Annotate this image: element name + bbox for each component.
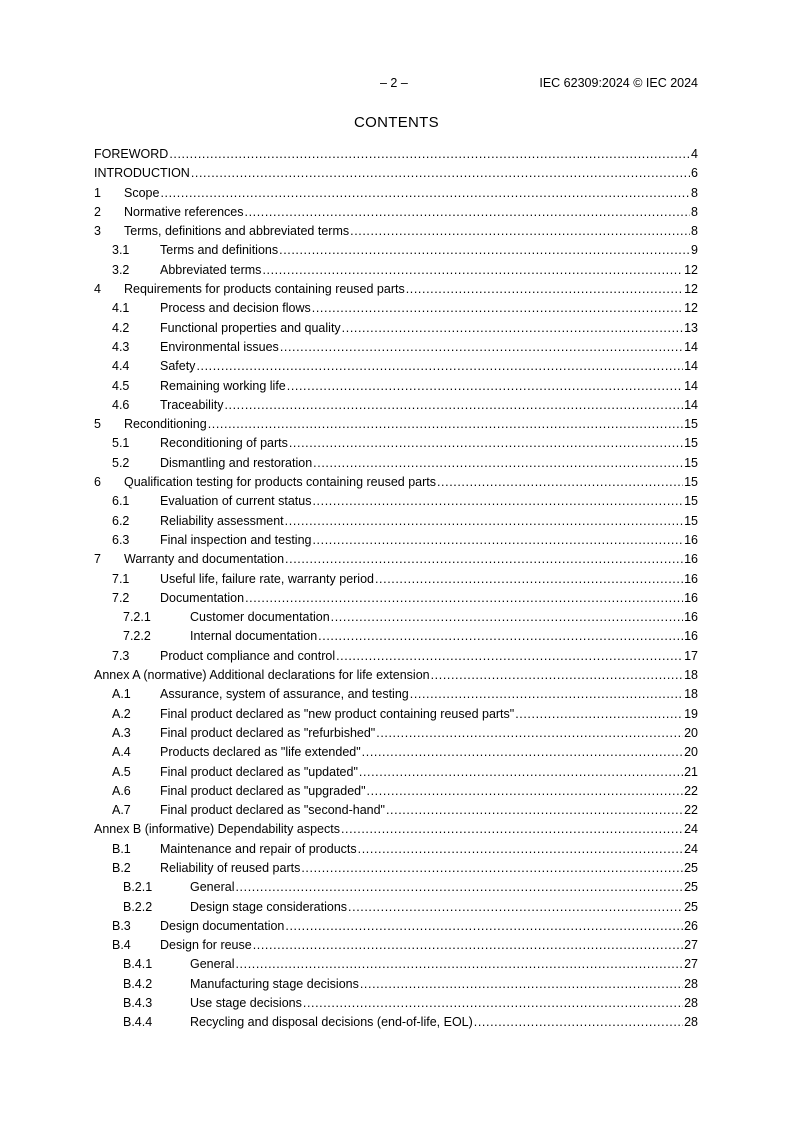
toc-entry-line bbox=[124, 203, 698, 222]
toc-entry-line bbox=[160, 936, 698, 955]
toc-entry[interactable] bbox=[94, 261, 698, 280]
toc-entry[interactable] bbox=[94, 241, 698, 260]
toc-entry-title: Final product declared as "refurbished" bbox=[160, 724, 376, 743]
toc-entry-number: B.1 bbox=[112, 841, 131, 856]
toc-entry-line bbox=[190, 898, 698, 917]
toc-entry-title: General bbox=[190, 878, 235, 897]
toc-entry-number: 1 bbox=[94, 185, 101, 200]
toc-entry-number: 3.1 bbox=[112, 243, 130, 258]
toc-entry-title: Remaining working life bbox=[160, 377, 287, 396]
toc-entry-line bbox=[160, 299, 698, 318]
toc-entry[interactable] bbox=[94, 203, 698, 222]
toc-entry[interactable] bbox=[94, 222, 698, 241]
toc-entry-number: A.5 bbox=[112, 764, 131, 779]
toc-entry-number: 5.1 bbox=[112, 436, 130, 451]
toc-entry-number: 4.4 bbox=[112, 359, 130, 374]
dot-leader bbox=[410, 685, 683, 704]
dot-leader bbox=[367, 782, 684, 801]
toc-entry-number: 7 bbox=[94, 552, 101, 567]
toc-entry[interactable] bbox=[94, 917, 698, 936]
dot-leader bbox=[196, 357, 683, 376]
toc-entry-number: 7.2.2 bbox=[123, 629, 151, 644]
toc-entry-number: B.4.1 bbox=[123, 957, 153, 972]
dot-leader bbox=[312, 492, 683, 511]
toc-entry-title: Recycling and disposal decisions (end-of-life, EOL) bbox=[190, 1013, 474, 1032]
toc-entry-line bbox=[94, 164, 698, 183]
toc-entry-number: B.4 bbox=[112, 938, 131, 953]
toc-entry-line bbox=[160, 319, 698, 338]
toc-entry-line bbox=[190, 955, 698, 974]
toc-entry[interactable] bbox=[94, 492, 698, 511]
toc-entry-page: 28 bbox=[684, 1015, 698, 1030]
toc-entry-page: 18 bbox=[684, 668, 698, 683]
toc-entry[interactable] bbox=[94, 685, 698, 704]
toc-entry-line bbox=[190, 1013, 698, 1032]
toc-entry-page: 17 bbox=[684, 648, 698, 663]
toc-entry-title: Safety bbox=[160, 357, 196, 376]
toc-entry-number: 5 bbox=[94, 417, 101, 432]
toc-entry[interactable] bbox=[94, 512, 698, 531]
toc-entry[interactable] bbox=[94, 280, 698, 299]
toc-entry-number: 5.2 bbox=[112, 455, 130, 470]
toc-entry-title: Design for reuse bbox=[160, 936, 253, 955]
toc-entry-line bbox=[160, 589, 698, 608]
toc-entry-line bbox=[160, 647, 698, 666]
toc-entry-page: 16 bbox=[684, 610, 698, 625]
toc-entry-page: 21 bbox=[684, 764, 698, 779]
toc-entry-number: A.2 bbox=[112, 706, 131, 721]
toc-entry-line bbox=[160, 705, 698, 724]
table-of-contents bbox=[94, 145, 698, 1033]
toc-entry-number: A.3 bbox=[112, 725, 131, 740]
toc-entry[interactable] bbox=[94, 936, 698, 955]
toc-entry[interactable] bbox=[94, 994, 698, 1013]
toc-entry-page: 13 bbox=[684, 320, 698, 335]
toc-entry-line bbox=[160, 685, 698, 704]
toc-entry-number: 4 bbox=[94, 282, 101, 297]
dot-leader bbox=[312, 299, 683, 318]
toc-entry-line bbox=[124, 415, 698, 434]
toc-entry-title: Annex A (normative) Additional declarations for life extension bbox=[94, 666, 431, 685]
toc-entry-number: 6.1 bbox=[112, 494, 130, 509]
toc-entry-line bbox=[160, 261, 698, 280]
toc-entry-page: 9 bbox=[691, 243, 698, 258]
toc-entry-number: B.2.2 bbox=[123, 899, 153, 914]
dot-leader bbox=[253, 936, 683, 955]
dot-leader bbox=[280, 338, 683, 357]
toc-entry-title: Internal documentation bbox=[190, 627, 318, 646]
toc-entry-page: 8 bbox=[691, 185, 698, 200]
toc-entry-line bbox=[124, 550, 698, 569]
standard-reference: IEC 62309:2024 © IEC 2024 bbox=[539, 76, 698, 90]
toc-entry-number: B.3 bbox=[112, 918, 131, 933]
toc-entry[interactable] bbox=[94, 820, 698, 839]
dot-leader bbox=[303, 994, 683, 1013]
toc-entry[interactable] bbox=[94, 955, 698, 974]
toc-entry-number: 3 bbox=[94, 224, 101, 239]
dot-leader bbox=[358, 840, 683, 859]
toc-entry-title: Final product declared as "updated" bbox=[160, 763, 359, 782]
toc-entry-line bbox=[160, 763, 698, 782]
toc-entry-title: Reliability assessment bbox=[160, 512, 285, 531]
toc-entry-page: 14 bbox=[684, 339, 698, 354]
dot-leader bbox=[160, 184, 690, 203]
dot-leader bbox=[285, 550, 683, 569]
toc-entry[interactable] bbox=[94, 473, 698, 492]
toc-entry-title: Final product declared as "second-hand" bbox=[160, 801, 386, 820]
toc-entry[interactable] bbox=[94, 801, 698, 820]
toc-entry-page: 28 bbox=[684, 996, 698, 1011]
toc-entry-line bbox=[94, 666, 698, 685]
toc-entry[interactable] bbox=[94, 975, 698, 994]
dot-leader bbox=[474, 1013, 683, 1032]
toc-entry-number: 7.3 bbox=[112, 648, 130, 663]
dot-leader bbox=[313, 454, 683, 473]
toc-entry-number: 6 bbox=[94, 475, 101, 490]
toc-entry-line bbox=[124, 473, 698, 492]
toc-entry[interactable] bbox=[94, 627, 698, 646]
toc-entry[interactable] bbox=[94, 531, 698, 550]
toc-entry-title: Useful life, failure rate, warranty period bbox=[160, 570, 375, 589]
toc-entry-title: Terms and definitions bbox=[160, 241, 279, 260]
toc-entry-title: Traceability bbox=[160, 396, 224, 415]
toc-entry-line bbox=[160, 357, 698, 376]
toc-entry-title: Final inspection and testing bbox=[160, 531, 312, 550]
toc-entry-number: B.4.4 bbox=[123, 1015, 153, 1030]
toc-entry-title: Scope bbox=[124, 184, 160, 203]
toc-entry-page: 4 bbox=[691, 147, 698, 161]
toc-entry-title: Normative references bbox=[124, 203, 245, 222]
page-number: – 2 – bbox=[380, 76, 408, 90]
toc-entry-page: 28 bbox=[684, 976, 698, 991]
toc-entry-title: Customer documentation bbox=[190, 608, 331, 627]
toc-entry-number: 2 bbox=[94, 204, 101, 219]
toc-entry-page: 18 bbox=[684, 687, 698, 702]
dot-leader bbox=[331, 608, 683, 627]
toc-entry-number: 3.2 bbox=[112, 262, 130, 277]
toc-entry[interactable] bbox=[94, 782, 698, 801]
toc-entry-line bbox=[160, 512, 698, 531]
toc-entry[interactable] bbox=[94, 396, 698, 415]
toc-entry-number: A.1 bbox=[112, 687, 131, 702]
dot-leader bbox=[245, 203, 691, 222]
toc-entry-number: A.4 bbox=[112, 745, 131, 760]
dot-leader bbox=[342, 319, 683, 338]
toc-entry-line bbox=[160, 531, 698, 550]
toc-entry-line bbox=[124, 280, 698, 299]
toc-entry-page: 16 bbox=[684, 590, 698, 605]
toc-entry[interactable] bbox=[94, 743, 698, 762]
dot-leader bbox=[235, 955, 683, 974]
toc-entry-page: 15 bbox=[684, 475, 698, 490]
dot-leader bbox=[318, 627, 683, 646]
toc-entry-number: 4.3 bbox=[112, 339, 130, 354]
toc-entry-page: 12 bbox=[684, 282, 698, 297]
toc-entry-title: Documentation bbox=[160, 589, 245, 608]
toc-entry-line bbox=[160, 859, 698, 878]
toc-entry-line bbox=[160, 454, 698, 473]
toc-entry-line bbox=[160, 840, 698, 859]
toc-entry-line bbox=[190, 994, 698, 1013]
dot-leader bbox=[376, 724, 683, 743]
toc-entry[interactable] bbox=[94, 647, 698, 666]
dot-leader bbox=[285, 512, 683, 531]
toc-entry-line bbox=[160, 724, 698, 743]
toc-entry-number: 7.2.1 bbox=[123, 610, 151, 625]
toc-entry[interactable] bbox=[94, 589, 698, 608]
toc-entry-line bbox=[190, 878, 698, 897]
toc-entry-title: INTRODUCTION bbox=[94, 164, 191, 183]
toc-entry-number: 4.5 bbox=[112, 378, 130, 393]
dot-leader bbox=[287, 377, 683, 396]
toc-entry-line bbox=[94, 820, 698, 839]
toc-entry-line bbox=[160, 492, 698, 511]
toc-entry[interactable] bbox=[94, 878, 698, 897]
toc-entry-page: 12 bbox=[684, 301, 698, 316]
toc-entry-line bbox=[124, 222, 698, 241]
toc-entry-title: FOREWORD bbox=[94, 145, 169, 164]
dot-leader bbox=[348, 898, 683, 917]
toc-entry-title: Abbreviated terms bbox=[160, 261, 262, 280]
toc-entry[interactable] bbox=[94, 415, 698, 434]
toc-entry[interactable] bbox=[94, 898, 698, 917]
toc-entry[interactable] bbox=[94, 454, 698, 473]
toc-entry-line bbox=[124, 184, 698, 203]
toc-entry-line bbox=[190, 975, 698, 994]
toc-entry-line bbox=[160, 570, 698, 589]
toc-entry-page: 15 bbox=[684, 494, 698, 509]
dot-leader bbox=[341, 820, 683, 839]
toc-entry-title: Use stage decisions bbox=[190, 994, 303, 1013]
toc-entry-number: 6.2 bbox=[112, 513, 130, 528]
toc-entry-title: Environmental issues bbox=[160, 338, 280, 357]
toc-entry-line bbox=[190, 627, 698, 646]
toc-entry-page: 27 bbox=[684, 938, 698, 953]
dot-leader bbox=[362, 743, 683, 762]
toc-entry-line bbox=[160, 801, 698, 820]
toc-entry-number: 7.1 bbox=[112, 571, 130, 586]
toc-entry[interactable] bbox=[94, 145, 698, 164]
toc-entry-page: 24 bbox=[684, 822, 698, 837]
toc-entry-line bbox=[160, 434, 698, 453]
toc-entry-title: Dismantling and restoration bbox=[160, 454, 313, 473]
toc-entry-number: A.6 bbox=[112, 783, 131, 798]
toc-entry-page: 16 bbox=[684, 532, 698, 547]
toc-entry-page: 20 bbox=[684, 725, 698, 740]
toc-entry[interactable] bbox=[94, 570, 698, 589]
toc-entry[interactable] bbox=[94, 299, 698, 318]
toc-entry-number: B.4.3 bbox=[123, 996, 153, 1011]
dot-leader bbox=[375, 570, 683, 589]
toc-entry[interactable] bbox=[94, 1013, 698, 1032]
page-header bbox=[94, 76, 698, 92]
toc-entry-title: Warranty and documentation bbox=[124, 550, 285, 569]
dot-leader bbox=[406, 280, 683, 299]
toc-entry-line bbox=[94, 145, 698, 164]
dot-leader bbox=[431, 666, 683, 685]
toc-entry-page: 25 bbox=[684, 899, 698, 914]
toc-entry-title: General bbox=[190, 955, 235, 974]
toc-entry-title: Annex B (informative) Dependability aspects bbox=[94, 820, 341, 839]
dot-leader bbox=[235, 878, 683, 897]
toc-entry[interactable] bbox=[94, 184, 698, 203]
toc-entry-line bbox=[160, 917, 698, 936]
toc-entry[interactable] bbox=[94, 608, 698, 627]
toc-entry-title: Process and decision flows bbox=[160, 299, 312, 318]
toc-entry-title: Assurance, system of assurance, and testing bbox=[160, 685, 410, 704]
toc-entry-number: B.2 bbox=[112, 860, 131, 875]
toc-entry-title: Requirements for products containing reused parts bbox=[124, 280, 406, 299]
dot-leader bbox=[279, 241, 690, 260]
dot-leader bbox=[386, 801, 683, 820]
toc-entry[interactable] bbox=[94, 859, 698, 878]
toc-entry-title: Evaluation of current status bbox=[160, 492, 312, 511]
dot-leader bbox=[437, 473, 683, 492]
toc-entry[interactable] bbox=[94, 164, 698, 183]
toc-entry-page: 15 bbox=[684, 455, 698, 470]
toc-entry-page: 14 bbox=[684, 359, 698, 374]
toc-entry-line bbox=[160, 743, 698, 762]
toc-entry-title: Reconditioning bbox=[124, 415, 208, 434]
toc-entry-line bbox=[190, 608, 698, 627]
toc-entry-page: 14 bbox=[684, 397, 698, 412]
toc-entry-line bbox=[160, 396, 698, 415]
toc-entry-line bbox=[160, 782, 698, 801]
dot-leader bbox=[312, 531, 683, 550]
dot-leader bbox=[301, 859, 683, 878]
toc-entry-title: Manufacturing stage decisions bbox=[190, 975, 360, 994]
toc-entry[interactable] bbox=[94, 705, 698, 724]
toc-entry[interactable] bbox=[94, 840, 698, 859]
toc-entry-page: 22 bbox=[684, 783, 698, 798]
toc-entry-title: Design stage considerations bbox=[190, 898, 348, 917]
dot-leader bbox=[336, 647, 683, 666]
toc-entry-page: 15 bbox=[684, 513, 698, 528]
toc-entry-title: Design documentation bbox=[160, 917, 285, 936]
toc-entry-number: 4.2 bbox=[112, 320, 130, 335]
toc-entry-title: Reliability of reused parts bbox=[160, 859, 301, 878]
toc-entry-number: B.4.2 bbox=[123, 976, 153, 991]
toc-entry-title: Products declared as "life extended" bbox=[160, 743, 362, 762]
toc-entry-page: 15 bbox=[684, 436, 698, 451]
toc-entry-page: 15 bbox=[684, 417, 698, 432]
toc-entry-title: Terms, definitions and abbreviated terms bbox=[124, 222, 350, 241]
toc-entry-number: 7.2 bbox=[112, 590, 130, 605]
dot-leader bbox=[515, 705, 683, 724]
toc-entry-title: Final product declared as "new product containing reused parts" bbox=[160, 705, 515, 724]
toc-entry-page: 16 bbox=[684, 552, 698, 567]
toc-entry[interactable] bbox=[94, 666, 698, 685]
toc-entry[interactable] bbox=[94, 724, 698, 743]
toc-entry-page: 8 bbox=[691, 204, 698, 219]
toc-entry-page: 25 bbox=[684, 880, 698, 895]
toc-entry-number: 4.6 bbox=[112, 397, 130, 412]
toc-entry[interactable] bbox=[94, 434, 698, 453]
dot-leader bbox=[285, 917, 683, 936]
toc-entry-title: Functional properties and quality bbox=[160, 319, 342, 338]
toc-entry[interactable] bbox=[94, 550, 698, 569]
dot-leader bbox=[350, 222, 690, 241]
toc-entry-page: 24 bbox=[684, 841, 698, 856]
toc-entry-title: Reconditioning of parts bbox=[160, 434, 289, 453]
toc-entry[interactable] bbox=[94, 763, 698, 782]
toc-entry-line bbox=[160, 377, 698, 396]
toc-entry-number: A.7 bbox=[112, 803, 131, 818]
dot-leader bbox=[169, 145, 690, 164]
toc-entry-page: 16 bbox=[684, 571, 698, 586]
toc-entry-number: 6.3 bbox=[112, 532, 130, 547]
dot-leader bbox=[360, 975, 683, 994]
toc-entry-page: 26 bbox=[684, 918, 698, 933]
toc-entry-page: 27 bbox=[684, 957, 698, 972]
toc-entry[interactable] bbox=[94, 357, 698, 376]
toc-entry-line bbox=[160, 338, 698, 357]
toc-entry-number: 4.1 bbox=[112, 301, 130, 316]
toc-entry-page: 6 bbox=[691, 166, 698, 181]
toc-entry-title: Final product declared as "upgraded" bbox=[160, 782, 367, 801]
toc-entry-line bbox=[160, 241, 698, 260]
dot-leader bbox=[224, 396, 683, 415]
toc-entry-title: Qualification testing for products containing reused parts bbox=[124, 473, 437, 492]
toc-entry-page: 19 bbox=[684, 706, 698, 721]
dot-leader bbox=[262, 261, 683, 280]
toc-entry-number: B.2.1 bbox=[123, 880, 153, 895]
toc-entry[interactable] bbox=[94, 319, 698, 338]
toc-entry-title: Maintenance and repair of products bbox=[160, 840, 358, 859]
dot-leader bbox=[289, 434, 683, 453]
toc-entry-page: 14 bbox=[684, 378, 698, 393]
dot-leader bbox=[245, 589, 683, 608]
page-title: CONTENTS bbox=[354, 114, 439, 131]
toc-entry[interactable] bbox=[94, 338, 698, 357]
toc-entry-page: 20 bbox=[684, 745, 698, 760]
toc-entry-page: 16 bbox=[684, 629, 698, 644]
toc-entry-page: 8 bbox=[691, 224, 698, 239]
toc-entry-page: 22 bbox=[684, 803, 698, 818]
toc-entry-title: Product compliance and control bbox=[160, 647, 336, 666]
toc-entry[interactable] bbox=[94, 377, 698, 396]
dot-leader bbox=[359, 763, 683, 782]
dot-leader bbox=[191, 164, 690, 183]
toc-entry-page: 25 bbox=[684, 860, 698, 875]
toc-entry-page: 12 bbox=[684, 262, 698, 277]
dot-leader bbox=[208, 415, 683, 434]
